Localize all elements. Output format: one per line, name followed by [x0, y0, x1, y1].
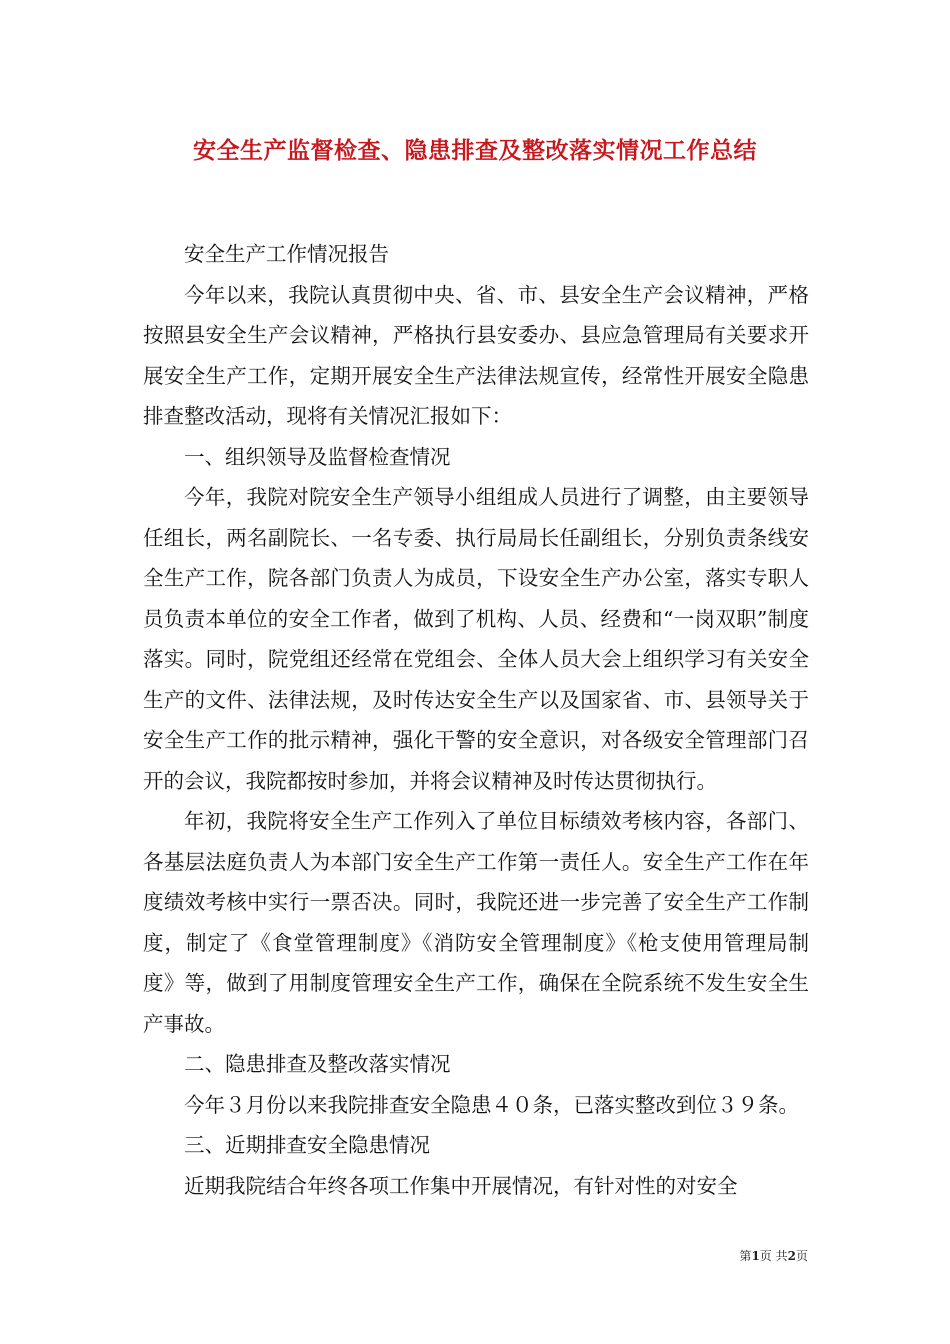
paragraph-hazard-count: 今年３月份以来我院排查安全隐患４０条，已落实整改到位３９条。 — [184, 1092, 799, 1117]
document-body — [143, 234, 809, 1206]
current-page-number: 1 — [751, 1249, 760, 1263]
section-heading-3: 三、近期排查安全隐患情况 — [184, 1133, 430, 1157]
paragraph-recent-check: 近期我院结合年终各项工作集中开展情况，有针对性的对安全 — [184, 1173, 738, 1198]
page-number-footer: 第1页 共2页 — [739, 1249, 808, 1263]
paragraph-report-heading: 安全生产工作情况报告 — [184, 242, 389, 266]
total-page-count: 2 — [787, 1249, 796, 1263]
section-heading-1: 一、组织领导及监督检查情况 — [184, 444, 451, 469]
section-heading-2: 二、隐患排查及整改落实情况 — [184, 1052, 451, 1076]
paragraph-intro: 今年以来，我院认真贯彻中央、省、市、县安全生产会议精神，严格按照县安全生产会议精神，严格执行县安委办、县应急管理局有关要求开展安全生产工作，定期开展安全生产法律法规宣传，经常性开展安全隐患排查整改活动，现将有关情况汇报如下： — [143, 282, 809, 428]
document-title: 安全生产监督检查、隐患排查及整改落实情况工作总结 — [193, 138, 757, 164]
paragraph-organization: 今年，我院对院安全生产领导小组组成人员进行了调整，由主要领导任组长，两名副院长、一名专委、执行局局长任副组长，分别负责条线安全生产工作，院各部门负责人为成员，下设安全生产办公室，落实专职人员负责本单位的安全工作者，做到了机构、人员、经费和“一岗双职”制度落实。同时，院党组还经常在党组会、全体人员大会上组织学习有关安全生产的文件、法律法规，及时传达安全生产以及国家省、市、县领导关于安全生产工作的批示精神，强化干警的安全意识，对各级安全管理部门召开的会议，我院都按时参加，并将会议精神及时传达贯彻执行。 — [143, 485, 809, 793]
paragraph-assessment: 年初，我院将安全生产工作列入了单位目标绩效考核内容，各部门、各基层法庭负责人为本部门安全生产工作第一责任人。安全生产工作在年度绩效考核中实行一票否决。同时，我院还进一步完善了安全生产工作制度，制定了《食堂管理制度》《消防安全管理制度》《枪支使用管理局制度》等，做到了用制度管理安全生产工作，确保在全院系统不发生安全生产事故。 — [143, 809, 809, 1036]
